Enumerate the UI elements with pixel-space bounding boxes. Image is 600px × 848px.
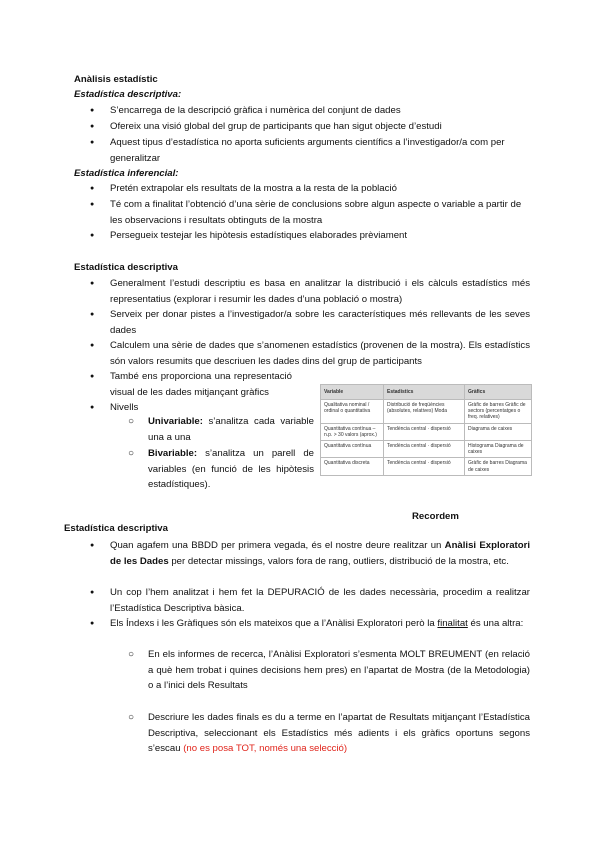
list-item: ● També ens proporciona una representació visual de les dades mitjançant gràfics [90,369,292,400]
list-item: ● Un cop l’hem analitzat i hem fet la DEPURACIÓ de les dades necessària, procedim a realitzar l’Estadística Descriptiva bàsica. [90,585,530,616]
sub-item: ○ En els informes de recerca, l’Anàlisi Exploratori s’esmenta MOLT BREUMENT (en relació a què hem trobat i quines decisions hem pres) en l’apartat de Mostra (de la Metodologia) o a l’inici dels Resultats [128,649,530,692]
summary-table [320,384,532,476]
circle-bullet-icon: ○ [128,649,135,660]
table-caption: Recordem [412,511,459,522]
circle-bullet-icon: ○ [128,448,135,459]
list-item: ● Aquest tipus d’estadística no aporta suficients arguments científics a l’investigador/a com per generalitzar [90,135,530,166]
list-item: ● Serveix per donar pistes a l’investigador/a sobre les característiques més rellevants de les seves dades [90,307,530,338]
table-header: Gràfics [465,385,532,400]
list-item: ● Quan agafem una BBDD per primera vegada, és el nostre deure realitzar un Anàlisi Exploratori de les Dades per detectar missings, valors fora de rang, outliers, distribució de la mostra, etc. [90,538,530,569]
sub-item: ○ Descriure les dades finals es du a terme en l’apartat de Resultats mitjançant l’Estadística Descriptiva, seleccionant els Estadístics més adients i els gràfics oportuns segons s’escau (no es posa TOT, només una selecció) [128,712,530,755]
list-item: ● Generalment l’estudi descriptiu es basa en analitzar la distribució i els càlculs estadístics més representatius (explorar i resumir les dades d’una població o mostra) [90,276,530,307]
list-item: ● Pretén extrapolar els resultats de la mostra a la resta de la població [90,181,530,197]
list-item: ● Ofereix una visió global del grup de participants que han sigut objecte d’estudi [90,119,530,135]
list-item: ● Té com a finalitat l’obtenció d’una sèrie de conclusions sobre algun aspecte o variable a partir de les observacions i resultats obtinguts de la mostra [90,197,530,228]
circle-bullet-icon: ○ [128,416,135,427]
list-item: ● Calculem una sèrie de dades que s’anomenen estadístics (provenen de la mostra). Els estadístics són valors resumits que descriuen les dades dins del grup de participants [90,338,530,369]
table-row: Quantitativa discreta Tendència central · dispersió Gràfic de barres Diagrama de caixes [321,458,532,475]
descriptive-heading-2: Estadística descriptiva [74,262,178,273]
table-row: Quantitativa contínua Tendència central · dispersió Histograma Diagrama de caixes [321,441,532,458]
sub-item-univariable: ○ Univariable: s’analitza cada variable una a una [128,416,314,443]
list-item: ● Persegueix testejar les hipòtesis estadístiques elaborades prèviament [90,228,530,244]
descriptive-heading: Estadística descriptiva: [74,89,182,100]
list-item: ● Els Índexs i les Gràfiques són els mateixos que a l’Anàlisi Exploratori però la finalitat és una altra: [90,616,530,632]
table-header: Variable [321,385,384,400]
table-row: Quantitativa contínua – n.p. > 30 valors (aprox.) Tendència central · dispersió Diagrama de caixes [321,423,532,440]
list-item-nivells: ● Nivells [90,400,292,416]
table-row: Qualitativa nominal / ordinal o quantitativa Distribució de freqüències (absolutes, relatives) Moda Gràfic de barres Gràfic de sectors (percentatges o freq. relatives) [321,400,532,424]
list-item: ● S’encarrega de la descripció gràfica i numèrica del conjunt de dades [90,103,530,119]
inferential-heading: Estadística inferencial: [74,168,179,179]
descriptive-heading-3: Estadística descriptiva [64,523,168,534]
circle-bullet-icon: ○ [128,712,135,723]
sub-item-bivariable: ○ Bivariable: s’analitza un parell de variables (en funció de les hipòtesis estadístiques). [128,448,314,491]
section-title: Anàlisis estadístic [74,74,158,85]
table-header: Estadístics [384,385,465,400]
